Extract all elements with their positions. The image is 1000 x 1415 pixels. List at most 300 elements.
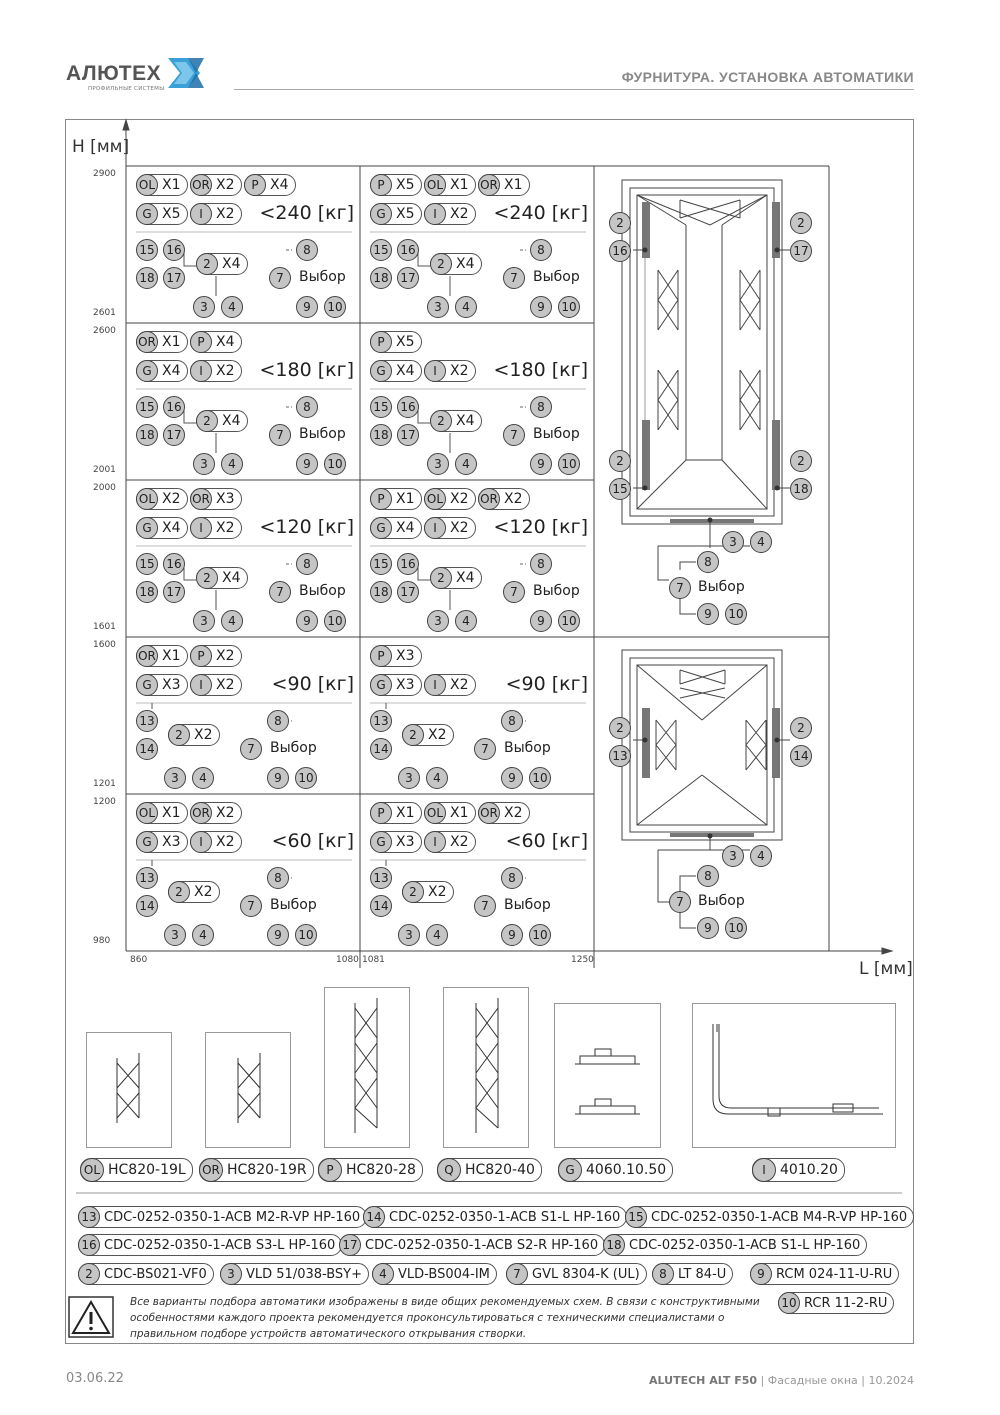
pill-qty: X2	[216, 520, 235, 536]
diag-marker-3: 3	[722, 531, 744, 553]
pill-code: G	[136, 831, 158, 853]
marker-18: 18	[136, 267, 158, 289]
pill-code: G	[136, 360, 158, 382]
marker-9: 9	[530, 610, 552, 632]
pill-code: G	[370, 517, 392, 539]
pill-qty: X5	[396, 177, 415, 193]
pill-qty: X4	[396, 363, 415, 379]
disclaimer-note: Все варианты подбора автоматики изображены в виде общих рекомендуемых схем. В связи с конструктивными особенностями каждого проекта рекомендуется проконсультироваться с техническими специалистами о правильном подборе устройств автоматического открывания створки.	[130, 1296, 760, 1340]
x-axis-label: L [мм]	[859, 959, 913, 979]
legend-number: 4	[372, 1263, 394, 1285]
pill-qty: X4	[222, 570, 241, 586]
marker-4: 4	[455, 296, 477, 318]
pill-code: G	[370, 360, 392, 382]
pill-qty: X4	[162, 363, 181, 379]
pill-qty: X1	[162, 648, 181, 664]
diag2-marker-4: 4	[750, 845, 772, 867]
legend-text: VLD-BS004-IM	[398, 1266, 490, 1282]
pill-code: OR	[136, 331, 158, 353]
brand-logo-text: АЛЮТЕХ	[66, 62, 162, 85]
pill-code: P	[370, 331, 392, 353]
legend-item-16	[78, 1234, 342, 1256]
mult-pill	[168, 881, 220, 903]
y-tick-bottom: 1601	[93, 622, 116, 632]
diag-marker-2: 2	[609, 450, 631, 472]
option-cell	[126, 794, 360, 951]
pill-code: P	[244, 174, 266, 196]
warning-icon	[68, 1296, 114, 1342]
product-code: P	[318, 1158, 342, 1182]
marker-3: 3	[193, 610, 215, 632]
pill-code: OR	[190, 174, 212, 196]
marker-10: 10	[295, 924, 317, 946]
mult-pill	[168, 724, 220, 746]
legend-item-7	[506, 1263, 647, 1285]
marker-17: 17	[397, 581, 419, 603]
pill-code: I	[190, 360, 212, 382]
marker-9: 9	[296, 296, 318, 318]
footer-brand-name: ALUTECH ALT F50	[649, 1374, 758, 1387]
pill-qty: X4	[222, 413, 241, 429]
pill-code: G	[370, 674, 392, 696]
pill-qty: X2	[428, 727, 447, 743]
pill-qty: X2	[216, 363, 235, 379]
marker-14: 14	[136, 895, 158, 917]
pill-qty: X5	[162, 206, 181, 222]
pill-qty: X1	[450, 177, 469, 193]
option-cell	[126, 480, 360, 637]
x-tick-1080: 1080	[336, 955, 359, 965]
marker-3: 3	[398, 767, 420, 789]
product-name: HC820-28	[346, 1162, 416, 1178]
marker-8: 8	[501, 710, 523, 732]
mult-pill	[196, 410, 248, 432]
marker-17: 17	[163, 581, 185, 603]
legend-number: 9	[750, 1263, 772, 1285]
diag-vybor: Выбор	[698, 579, 745, 595]
diag2-marker-2: 2	[609, 717, 631, 739]
legend-text: CDC-0252-0350-1-ACB S1-L HP-160	[629, 1237, 861, 1253]
mult-pill	[402, 881, 454, 903]
weight-limit: <90 [кг]	[271, 673, 354, 695]
marker-15: 15	[370, 553, 392, 575]
pill-qty: X1	[162, 177, 181, 193]
pill-code: 2	[196, 410, 218, 432]
marker-10: 10	[529, 767, 551, 789]
pill-code: 2	[402, 724, 424, 746]
marker-3: 3	[164, 924, 186, 946]
marker-13: 13	[370, 867, 392, 889]
product-name: HC820-40	[465, 1162, 535, 1178]
legend-item-15	[625, 1206, 914, 1228]
pill-code: OL	[424, 488, 446, 510]
legend-text: RCM 024-11-U-RU	[776, 1266, 893, 1282]
marker-10: 10	[529, 924, 551, 946]
weight-limit: <120 [кг]	[259, 516, 354, 538]
diag2-marker-2: 2	[790, 717, 812, 739]
marker-7: 7	[474, 895, 496, 917]
pill-qty: X3	[162, 677, 181, 693]
marker-4: 4	[426, 767, 448, 789]
pill-code: P	[370, 802, 392, 824]
pill-qty: X4	[216, 334, 235, 350]
legend-item-18	[603, 1234, 867, 1256]
marker-4: 4	[221, 296, 243, 318]
pill-code: G	[136, 517, 158, 539]
product-image-i	[692, 1003, 896, 1148]
pill-qty: X5	[396, 206, 415, 222]
marker-4: 4	[426, 924, 448, 946]
pill-code: 2	[168, 881, 190, 903]
product-image-q	[443, 987, 529, 1148]
marker-9: 9	[296, 453, 318, 475]
footer-brand-rest: | Фасадные окна | 10.2024	[760, 1374, 914, 1387]
pill-code: I	[190, 517, 212, 539]
y-tick-bottom: 1201	[93, 779, 116, 789]
y-tick-top: 1200	[93, 797, 116, 807]
marker-10: 10	[295, 767, 317, 789]
pill-code: G	[370, 203, 392, 225]
pill-qty: X2	[450, 520, 469, 536]
product-code: OL	[80, 1158, 104, 1182]
marker-10: 10	[324, 610, 346, 632]
pill-code: 2	[430, 410, 452, 432]
pill-code: I	[190, 203, 212, 225]
pill-qty: X4	[396, 520, 415, 536]
pill-qty: X4	[456, 256, 475, 272]
product-label-p	[318, 1158, 423, 1182]
pill-qty: X2	[450, 834, 469, 850]
cell-schematic	[126, 637, 360, 794]
marker-14: 14	[136, 738, 158, 760]
product-name: HC820-19R	[227, 1162, 307, 1178]
diag-marker-18: 18	[790, 478, 812, 500]
mult-pill	[196, 253, 248, 275]
legend-text: CDC-0252-0350-1-ACB M4-R-VP HP-160	[651, 1209, 908, 1225]
legend-item-2	[78, 1263, 214, 1285]
product-code: OR	[199, 1158, 223, 1182]
marker-8: 8	[530, 239, 552, 261]
pill-qty: X1	[504, 177, 523, 193]
weight-limit: <240 [кг]	[493, 202, 588, 224]
diag-marker-9: 9	[697, 603, 719, 625]
marker-3: 3	[164, 767, 186, 789]
marker-13: 13	[136, 710, 158, 732]
option-cell	[360, 323, 594, 480]
pill-code: 2	[168, 724, 190, 746]
marker-9: 9	[530, 453, 552, 475]
pill-code: OL	[424, 174, 446, 196]
pill-code: 2	[430, 567, 452, 589]
marker-4: 4	[455, 453, 477, 475]
diag-marker-17: 17	[790, 240, 812, 262]
x-tick-1250: 1250	[571, 955, 594, 965]
product-image-ol	[86, 1032, 172, 1148]
y-tick-bottom: 980	[93, 936, 111, 946]
pill-qty: X3	[396, 677, 415, 693]
marker-7: 7	[474, 738, 496, 760]
pill-code: 2	[430, 253, 452, 275]
option-cell	[126, 323, 360, 480]
pill-code: I	[424, 203, 446, 225]
y-tick-top: 2000	[93, 483, 116, 493]
pill-code: P	[370, 488, 392, 510]
marker-18: 18	[370, 424, 392, 446]
pill-qty: X2	[504, 805, 523, 821]
diag2-marker-7: 7	[669, 891, 691, 913]
legend-text: VLD 51/038-BSY+	[246, 1266, 363, 1282]
product-name: 4060.10.50	[586, 1162, 667, 1178]
legend-text: GVL 8304-K (UL)	[532, 1266, 640, 1282]
legend-number: 7	[506, 1263, 528, 1285]
y-tick-bottom: 2601	[93, 308, 116, 318]
legend-number: 16	[78, 1234, 100, 1256]
marker-17: 17	[397, 267, 419, 289]
option-cell	[360, 794, 594, 951]
vybor-label: Выбор	[270, 740, 317, 756]
legend-text: CDC-BS021-VF0	[104, 1266, 207, 1282]
mult-pill	[196, 567, 248, 589]
weight-limit: <60 [кг]	[271, 830, 354, 852]
marker-17: 17	[397, 424, 419, 446]
mult-pill	[430, 253, 482, 275]
legend-number: 17	[339, 1234, 361, 1256]
marker-14: 14	[370, 895, 392, 917]
cell-schematic	[126, 794, 360, 951]
marker-8: 8	[267, 710, 289, 732]
legend-text: RCR 11-2-RU	[804, 1295, 888, 1311]
pill-code: G	[370, 831, 392, 853]
pill-code: OR	[478, 802, 500, 824]
pill-qty: X3	[396, 834, 415, 850]
marker-7: 7	[269, 267, 291, 289]
pill-qty: X1	[396, 805, 415, 821]
marker-4: 4	[221, 453, 243, 475]
diag-marker-15: 15	[609, 478, 631, 500]
pill-code: OR	[190, 802, 212, 824]
pill-qty: X3	[396, 648, 415, 664]
diag-marker-8: 8	[697, 551, 719, 573]
legend-text: CDC-0252-0350-1-ACB S3-L HP-160	[104, 1237, 336, 1253]
diag2-marker-13: 13	[609, 745, 631, 767]
product-image-g	[554, 1003, 661, 1148]
marker-7: 7	[503, 267, 525, 289]
legend-item-17	[339, 1234, 605, 1256]
legend-item-9	[750, 1263, 899, 1285]
vybor-label: Выбор	[299, 269, 346, 285]
product-name: 4010.20	[780, 1162, 838, 1178]
pill-qty: X2	[450, 363, 469, 379]
marker-9: 9	[267, 767, 289, 789]
weight-limit: <60 [кг]	[505, 830, 588, 852]
diag-marker-10: 10	[725, 603, 747, 625]
marker-10: 10	[558, 610, 580, 632]
option-cell	[126, 166, 360, 323]
pill-code: OL	[136, 802, 158, 824]
pill-code: I	[424, 360, 446, 382]
pill-code: 2	[196, 567, 218, 589]
marker-17: 17	[163, 267, 185, 289]
pill-qty: X1	[162, 805, 181, 821]
marker-3: 3	[427, 296, 449, 318]
marker-7: 7	[503, 581, 525, 603]
legend-text: LT 84-U	[678, 1266, 727, 1282]
marker-16: 16	[163, 239, 185, 261]
marker-3: 3	[398, 924, 420, 946]
pill-code: P	[370, 174, 392, 196]
marker-7: 7	[269, 424, 291, 446]
marker-3: 3	[193, 453, 215, 475]
marker-8: 8	[530, 553, 552, 575]
pill-qty: X1	[162, 334, 181, 350]
diag-marker-2: 2	[609, 212, 631, 234]
marker-4: 4	[221, 610, 243, 632]
mult-pill	[402, 724, 454, 746]
marker-3: 3	[427, 453, 449, 475]
legend-number: 8	[652, 1263, 674, 1285]
marker-8: 8	[530, 396, 552, 418]
marker-15: 15	[370, 396, 392, 418]
marker-10: 10	[558, 296, 580, 318]
product-image-p	[324, 987, 410, 1148]
marker-17: 17	[163, 424, 185, 446]
marker-14: 14	[370, 738, 392, 760]
product-name: HC820-19L	[108, 1162, 186, 1178]
diag2-marker-9: 9	[697, 917, 719, 939]
pill-qty: X2	[194, 884, 213, 900]
pill-qty: X2	[194, 727, 213, 743]
product-label-g	[558, 1158, 673, 1182]
product-image-or	[205, 1032, 291, 1148]
pill-qty: X3	[216, 491, 235, 507]
y-tick-bottom: 2001	[93, 465, 116, 475]
pill-code: OR	[478, 174, 500, 196]
marker-16: 16	[397, 239, 419, 261]
marker-8: 8	[296, 396, 318, 418]
cell-schematic	[360, 323, 594, 480]
pill-qty: X1	[396, 491, 415, 507]
pill-qty: X2	[450, 491, 469, 507]
y-tick-top: 1600	[93, 640, 116, 650]
x-tick-860: 860	[130, 955, 148, 965]
marker-16: 16	[163, 396, 185, 418]
pill-qty: X4	[162, 520, 181, 536]
pill-qty: X5	[396, 334, 415, 350]
pill-qty: X4	[222, 256, 241, 272]
diag-marker-7: 7	[669, 577, 691, 599]
marker-7: 7	[240, 895, 262, 917]
product-code: Q	[437, 1158, 461, 1182]
pill-code: G	[136, 203, 158, 225]
diag2-marker-3: 3	[722, 845, 744, 867]
legend-text: CDC-0252-0350-1-ACB S2-R HP-160	[365, 1237, 599, 1253]
marker-13: 13	[136, 867, 158, 889]
marker-16: 16	[163, 553, 185, 575]
option-cell	[126, 637, 360, 794]
vybor-label: Выбор	[533, 426, 580, 442]
legend-item-4	[372, 1263, 497, 1285]
pill-code: OR	[190, 488, 212, 510]
cell-schematic	[360, 794, 594, 951]
marker-7: 7	[503, 424, 525, 446]
marker-18: 18	[136, 581, 158, 603]
legend-item-10	[778, 1292, 894, 1314]
marker-7: 7	[240, 738, 262, 760]
pill-qty: X2	[216, 177, 235, 193]
pill-qty: X2	[450, 677, 469, 693]
vybor-label: Выбор	[533, 269, 580, 285]
pill-qty: X4	[456, 570, 475, 586]
pill-qty: X2	[450, 206, 469, 222]
marker-10: 10	[558, 453, 580, 475]
pill-code: OR	[136, 645, 158, 667]
weight-limit: <240 [кг]	[259, 202, 354, 224]
diag-marker-4: 4	[750, 531, 772, 553]
marker-3: 3	[427, 610, 449, 632]
diag2-vybor: Выбор	[698, 893, 745, 909]
pill-code: I	[190, 674, 212, 696]
pill-qty: X2	[162, 491, 181, 507]
pill-code: OL	[424, 802, 446, 824]
marker-18: 18	[136, 424, 158, 446]
product-label-or	[199, 1158, 314, 1182]
marker-9: 9	[501, 924, 523, 946]
pill-code: 2	[402, 881, 424, 903]
marker-15: 15	[136, 396, 158, 418]
page-title: ФУРНИТУРА. УСТАНОВКА АВТОМАТИКИ	[621, 69, 914, 85]
legend-number: 2	[78, 1263, 100, 1285]
pill-qty: X2	[216, 648, 235, 664]
diag-marker-2: 2	[790, 212, 812, 234]
marker-15: 15	[370, 239, 392, 261]
pill-code: P	[190, 331, 212, 353]
y-tick-top: 2900	[93, 169, 116, 179]
legend-number: 14	[363, 1206, 385, 1228]
legend-number: 10	[778, 1292, 800, 1314]
footer-date: 03.06.22	[66, 1371, 124, 1386]
marker-4: 4	[455, 610, 477, 632]
pill-qty: X1	[450, 805, 469, 821]
marker-8: 8	[296, 553, 318, 575]
marker-3: 3	[193, 296, 215, 318]
legend-number: 3	[220, 1263, 242, 1285]
marker-9: 9	[296, 610, 318, 632]
pill-code: P	[190, 645, 212, 667]
marker-16: 16	[397, 553, 419, 575]
vybor-label: Выбор	[504, 740, 551, 756]
marker-18: 18	[370, 581, 392, 603]
pill-code: I	[424, 831, 446, 853]
marker-16: 16	[397, 396, 419, 418]
x-tick-1081: 1081	[362, 955, 385, 965]
vybor-label: Выбор	[533, 583, 580, 599]
marker-8: 8	[267, 867, 289, 889]
vybor-label: Выбор	[299, 583, 346, 599]
diag2-marker-14: 14	[790, 745, 812, 767]
legend-item-14	[363, 1206, 627, 1228]
weight-limit: <90 [кг]	[505, 673, 588, 695]
pill-code: OL	[136, 488, 158, 510]
legend-number: 13	[78, 1206, 100, 1228]
diag2-marker-10: 10	[725, 917, 747, 939]
pill-code: G	[136, 674, 158, 696]
y-axis-label: H [мм]	[72, 137, 130, 157]
pill-code: I	[424, 674, 446, 696]
legend-item-13	[78, 1206, 367, 1228]
pill-qty: X2	[504, 491, 523, 507]
cell-schematic	[360, 166, 594, 323]
pill-code: 2	[196, 253, 218, 275]
